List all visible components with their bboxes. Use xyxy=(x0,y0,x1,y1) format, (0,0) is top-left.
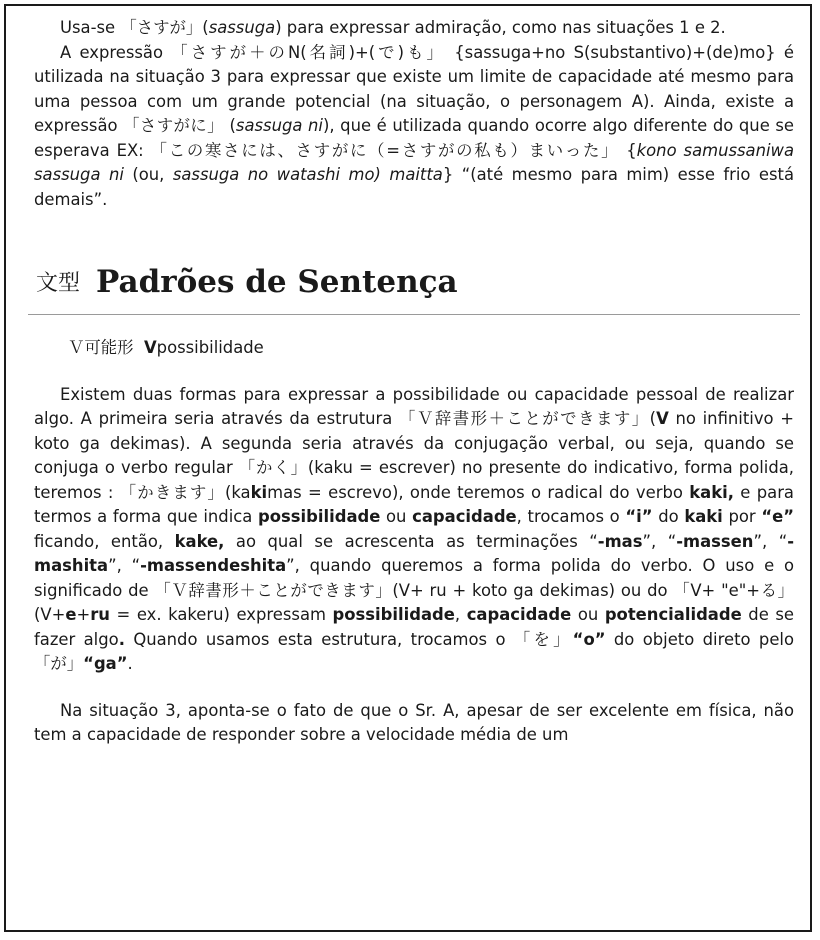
pattern-japanese: Ｖ可能形 xyxy=(68,338,134,357)
section-heading-japanese: 文型 xyxy=(36,271,81,296)
italic-run: sassuga no watashi mo) maitta xyxy=(172,165,443,184)
text-run: ) para expressar admiração, como nas situações 1 e 2. xyxy=(275,18,726,37)
text-run: ”, “ xyxy=(108,556,141,575)
spacer xyxy=(34,361,794,383)
page-frame xyxy=(4,4,812,932)
bold-run: “o” xyxy=(572,629,606,649)
text-run: ”, “ xyxy=(753,531,788,551)
text-run: ”, “ xyxy=(642,531,677,551)
paragraph-sassuga-intro xyxy=(34,16,794,41)
spacer xyxy=(34,677,794,699)
document-body xyxy=(34,16,794,748)
text-run: ), que é utilizada quando ocorre algo diferente do que se esperava EX: 「この寒さには、さすがに（=さすがの私も）まいった」 { xyxy=(34,116,795,160)
text-run: } “(até mesmo para mim) esse frio está demais”. xyxy=(34,165,794,209)
bold-run: “ga” xyxy=(83,654,128,673)
text-run: ficando, então, xyxy=(34,531,175,551)
text-run: (ou, xyxy=(123,165,173,184)
bold-run: potencialidade xyxy=(604,605,742,624)
text-run: = ex. kakeru) expressam xyxy=(109,605,333,624)
bold-run: -mas xyxy=(597,531,643,551)
text-run: Usa-se 「さすが」( xyxy=(60,18,209,37)
text-run: Existem duas formas para expressar a possibilidade ou capacidade pessoal de realizar algo. A primeira seria através da estrutura 「Ｖ辞書形＋ことができます」( xyxy=(34,384,794,428)
italic-run: sassuga xyxy=(208,18,276,37)
pattern-bold-v: V xyxy=(143,338,157,357)
paragraph-possibility-explanation xyxy=(34,383,794,677)
section-heading-title: Padrões de Sentença xyxy=(96,264,458,300)
text-run: , xyxy=(454,605,467,624)
text-run: ao qual se acrescenta as terminações “ xyxy=(224,531,598,551)
text-run: A expressão 「さすが＋のN(名詞)+(で)も」 {sassuga+no S(substantivo)+(de)mo} é utilizada na situação 3 para expressar que existe um limite de capacidade até mesmo para uma pessoa com um grande potencial (na situação, o personagem A). Ainda, existe a expressão 「さすがに」 ( xyxy=(34,42,794,135)
text-run: no infinitivo + koto ga dekimas). A segunda seria através da conjugação verbal, ou seja, quando se conjuga o verbo regular 「かく」(kaku = escrever) no presente do indicativo, forma polida, teremos : 「かきます」(ka xyxy=(34,409,794,502)
text-run: Quando usamos esta estrutura, trocamos o 「を」 xyxy=(124,629,573,649)
bold-run: “i” xyxy=(625,507,653,526)
bold-run: capacidade xyxy=(466,605,572,624)
text-run: do xyxy=(652,507,685,526)
italic-run: sassuga ni xyxy=(235,116,323,135)
bold-run: ru xyxy=(90,605,110,624)
bold-run: capacidade xyxy=(412,507,517,526)
text-run: do objeto direto pelo 「が」 xyxy=(34,629,794,673)
paragraph-sassuga-no xyxy=(34,41,794,213)
text-run: + xyxy=(76,605,91,624)
pattern-label: possibilidade xyxy=(156,338,264,357)
italic-run: kono samussaniwa sassuga ni xyxy=(34,140,794,184)
pattern-subheading xyxy=(68,336,794,361)
bold-run: kake, xyxy=(174,531,225,551)
section-divider xyxy=(28,314,800,315)
bold-run: possibilidade xyxy=(258,507,381,526)
bold-run: possibilidade xyxy=(332,605,455,624)
bold-run: kaki xyxy=(684,507,723,526)
section-heading xyxy=(34,260,794,312)
text-run: mas = escrevo), onde teremos o radical do verbo xyxy=(267,482,690,502)
bold-run: -mashita xyxy=(34,531,794,575)
text-run: . xyxy=(127,654,133,673)
bold-run: kaki, xyxy=(689,482,734,502)
text-run: ”, quando queremos a forma polida do verbo. O uso e o significado de 「Ｖ辞書形＋ことができます」(V+ ru + koto ga dekimas) ou do 「V+ "e"+る」(V+ xyxy=(34,556,794,624)
text-run: por xyxy=(722,507,762,526)
text-run: e para termos a forma que indica xyxy=(34,482,794,526)
text-run: de se fazer algo xyxy=(34,605,794,649)
bold-run: V xyxy=(656,409,669,428)
paragraph-situation-3: Na situação 3, aponta-se o fato de que o Sr. A, apesar de ser excelente em física, não tem a capacidade de responder sobre a velocidade média de um xyxy=(34,700,794,744)
bold-run: -massen xyxy=(676,531,754,551)
bold-run: ki xyxy=(250,482,268,502)
text-run: ou xyxy=(380,507,413,526)
bold-run: “e” xyxy=(761,507,794,526)
bold-run: e xyxy=(65,605,77,624)
bold-run: . xyxy=(118,629,125,649)
text-run: ou xyxy=(571,605,605,624)
text-run: , trocamos o xyxy=(516,507,626,526)
bold-run: -massendeshita xyxy=(140,556,287,575)
